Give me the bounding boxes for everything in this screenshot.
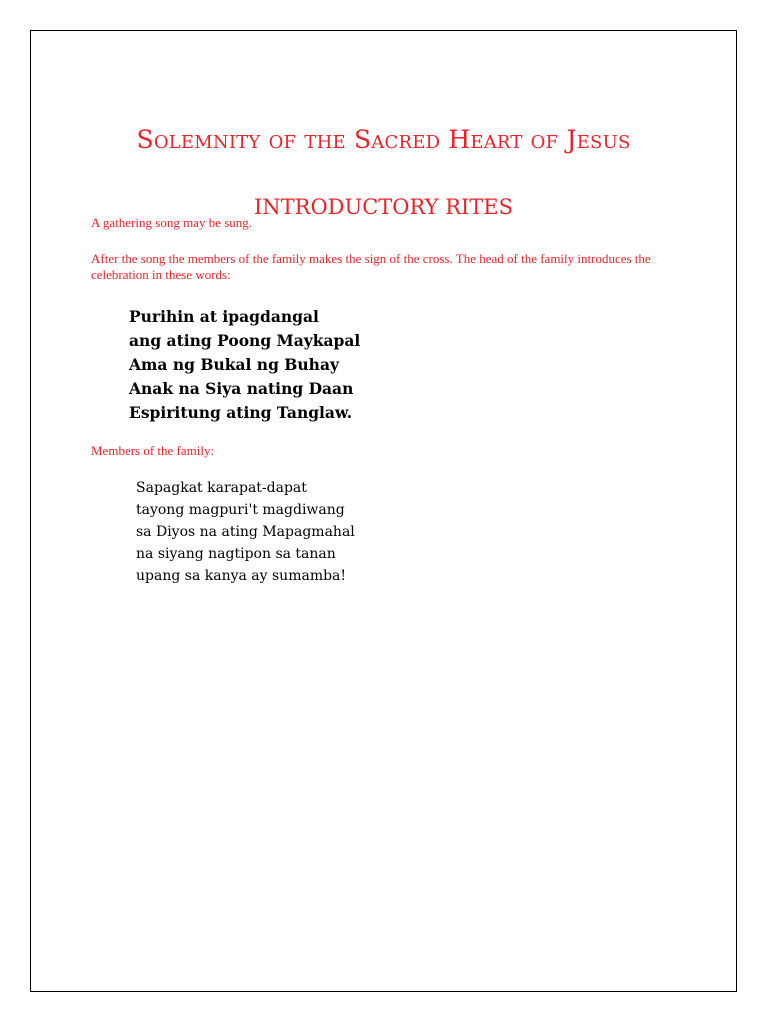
rubric-sign-of-cross: After the song the members of the family makes the sign of the cross. The head of the family introduces the celebration in these words: [91, 251, 651, 282]
verse-line: upang sa kanya ay sumamba! [136, 568, 347, 584]
head-of-family-verse [129, 305, 360, 425]
family-response-verse [136, 477, 355, 587]
document-page [30, 30, 737, 992]
rubric-gathering-song: A gathering song may be sung. [91, 215, 253, 230]
verse-line: Purihin at ipagdangal [129, 307, 319, 326]
verse-line: Sapagkat karapat-dapat [136, 480, 307, 496]
document-title: Solemnity of the Sacred Heart of Jesus [136, 125, 631, 154]
verse-line: Espiritung ating Tanglaw. [129, 403, 353, 422]
section-heading: INTRODUCTORY RITES [253, 195, 514, 219]
verse-line: Ama ng Bukal ng Buhay [129, 355, 339, 374]
verse-line: na siyang nagtipon sa tanan [136, 546, 336, 562]
verse-line: tayong magpuri't magdiwang [136, 502, 345, 518]
verse-line: Anak na Siya nating Daan [129, 379, 354, 398]
verse-line: ang ating Poong Maykapal [129, 331, 361, 350]
rubric-members-of-family: Members of the family: [91, 443, 215, 458]
verse-line: sa Diyos na ating Mapagmahal [136, 524, 355, 540]
